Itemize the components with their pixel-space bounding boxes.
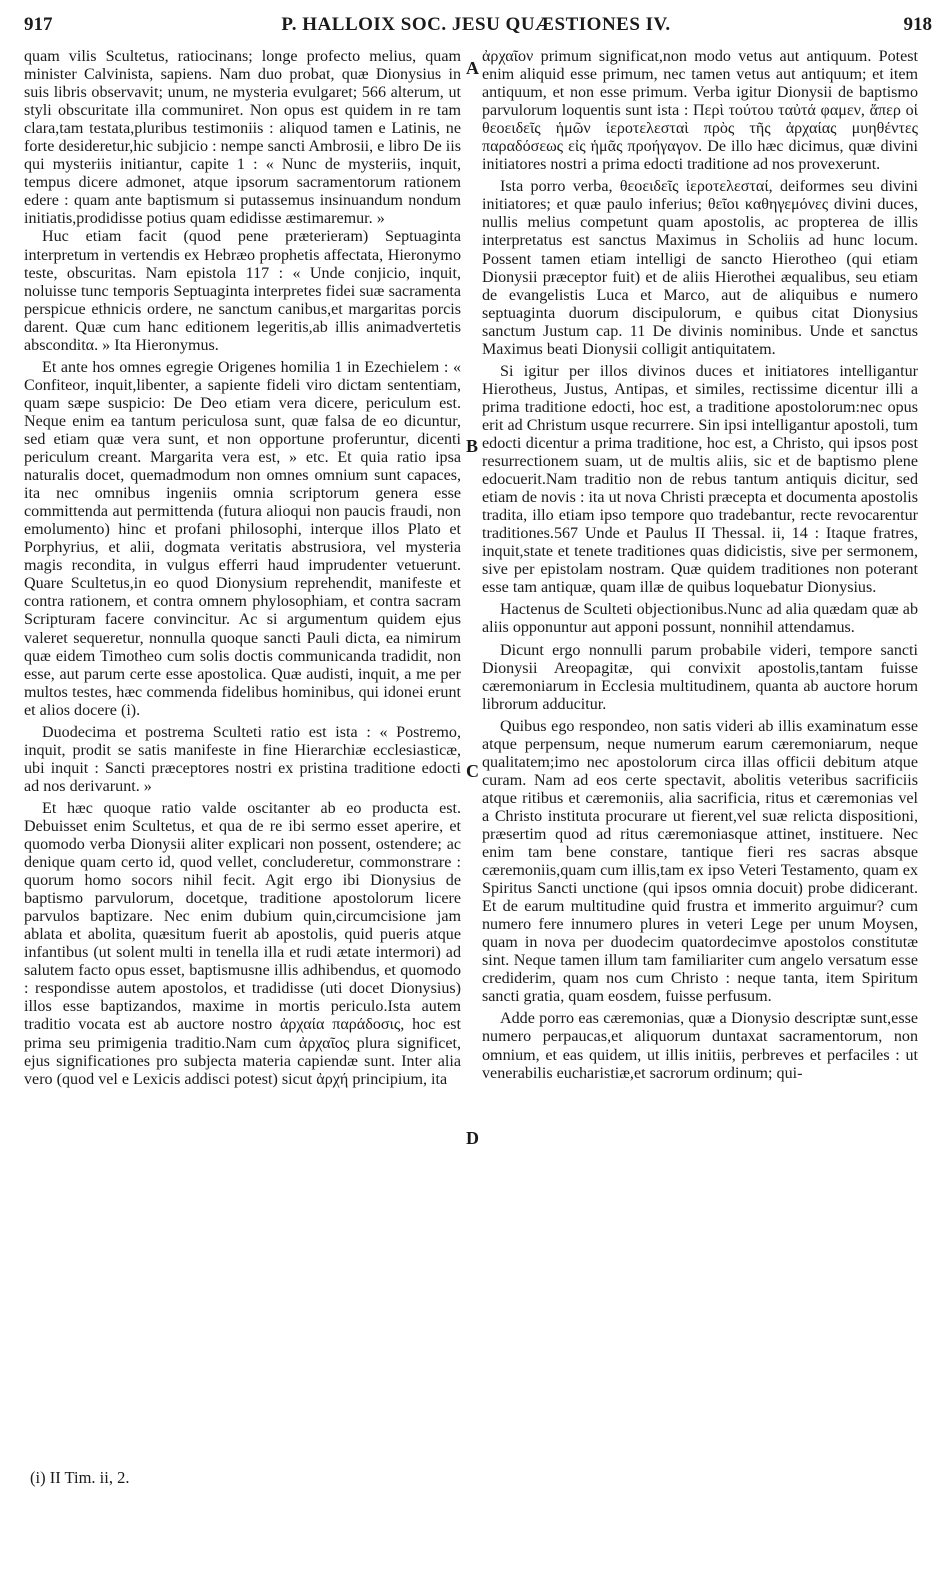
left-paragraph-4: Duodecima et postrema Sculteti ratio est ista : « Postremo, inquit, prodit se satis manifeste in fine Hierarchiæ ecclesiasticæ, ubi inquit : Sancti præceptores nostri ex pristina traditione edocti ad nos derivarunt. » [24,723,461,795]
right-paragraph-6: Quibus ego respondeo, non satis videri ab illis examinatum esse atque perpensum, neque numerum earum cæremoniarum, neque qualitatem;imo nec apostolorum circa illas officii debitum atque curam. Nam ad eos certe spectavit, abolitis veteribus sacrificiis atque ritibus et cæremoniis, alia sacrificia, ritus et cæremonias vel a Christo instituta procurare ut fierent,vel suæ relicta dispositioni, præsertim quod ad ritus cæremoniasque attinet, instituere. Nec enim tam bene constare, tantique fieri res sacras absque cæremoniis,quam cum illis,tam ex ipso Veteri Testamento, quam ex Spiritus Sancti unctione (qui ipsos omnia docuit) probe didicerant. Et de earum multitudine quid frustra et immerito arguimur? cum numero fere innumero plures in veteri Lege per unum Moysen, quam in nova per duodecim quatordecimve apostolos constitutæ sint. Neque tamen illum tam familiariter cum angelo versatum esse crediderim, quam nos cum Christo : neque tanta, item Spiritum sancti gratia, quam eosdem, fuisse perfusum. [482,717,918,1006]
left-paragraph-3: Et ante hos omnes egregie Origenes homilia 1 in Ezechielem : « Confiteor, inquit,libenter, a sapiente fideli viro dictam sententiam, quam sæpe suspicio: De Deo etiam vera dicere, periculum est. Neque enim ea tantum periculosa sunt, quæ falsa de eo dicuntur, sed etiam quæ vera sunt, et non opportune proferuntur, dicenti periculum creant. Margarita vera est, » etc. Et quia ratio ipsa naturalis docet, quemadmodum non omnes omnium sunt capaces, ita nec omnibus ingeniis omnia scriptorum genera esse committenda aut permittenda (futura alioqui non paucis fraudi, non emolumento) hinc et profani philosophi, interque illos Plato et Porphyrius, et alii, dogmata veritatis abstrusiora, vel mysteria magis recondita, in vulgus efferri haud imprudenter vetuerunt. Quare Scultetus,in eo quod Dionysium reprehendit, manifeste et contra rationem, et contra omnem phylosophiam, et contra sacram Scripturam facere convincitur. Ac si argumentum quidem ejus valeret sequeretur, nonnulla quoque sancti Pauli dicta, ea nimirum quæ eidem Timotheo cum solis doctis communicanda tradidit, non esse, aut parum certe esse apostolica. Quæ audisti, inquit, a me per multos testes, hæc commenda fidelibus hominibus, qui idonei erunt et alios docere (i). [24,358,461,719]
running-title: P. HALLOIX SOC. JESU QUÆSTIONES IV. [281,14,671,35]
right-paragraph-5: Dicunt ergo nonnulli parum probabile videri, tempore sancti Dionysii Areopagitæ, qui convixit apostolis,tantam fuisse cæremoniarum in Ecclesia multitudinem, quanta ab auctore horum librorum adducitur. [482,641,918,713]
left-paragraph-5: Et hæc quoque ratio valde oscitanter ab eo producta est. Debuisset enim Scultetus, et qua de re ibi sermo esset aperire, et quomodo verba Dionysii aliter explicari non possent, ostendere; ac denique quam certo id, quod vellet, concluderetur, commonstrare : quorum homo socors nihil fecit. Agit ergo ibi Dionysius de baptismo parvulorum, docetque, traditione apostolorum licere parvulos baptizare. Nec enim dubium quin,circumcisione jam ablata et abolita, quæsitum fuerit ab apostolis, quid pueris atque infantibus (ut solent multi in tenella illa et rudi ætate intermori) ad salutem facto opus esset, baptismusne illis adhibendus, et quomodo : respondisse autem apostolos, et tradidisse (uti docet Dionysius) illos esse baptizandos, maxime in mortis periculo.Ista autem traditio vocata est ab auctore nostro ἀρχαία παράδοσις, hoc est prima seu primigenia traditio.Nam cum ἀρχαῖος plura significet, ejus significationes pro subjecta materia capiendæ sunt. Inter alia vero (quod vel e Lexicis addisci potest) sicut ἀρχή principium, ita [24,799,461,1088]
margin-letter-d: D [466,1128,479,1148]
right-paragraph-4: Hactenus de Sculteti objectionibus.Nunc ad alia quædam quæ ab aliis opponuntur aut apponi possunt, nonnihil attendamus. [482,601,918,637]
left-paragraph-1: quam vilis Scultetus, ratiocinans; longe profecto melius, quam minister Calvinista, sapiens. Nam duo probat, quæ Dionysius in suis libris observavit; unum, ne mysteria evulgaret; 566 alterum, ut styli obscuritate illa communiret. Non opus est quidem in re tam clara,tam testata,pluribus testimoniis : aliquod tamen e Latinis, ne forte desideretur,hic subjicio : nempe sancti Ambrosii, e libro De iis qui mysteriis initiantur, capite 1 : « Nunc de mysteriis, inquit, tempus dicere admonet, atque ipsorum sacramentorum rationem edere : quam ante baptismum si putassemus insinuandum nondum initiatis,prodidisse potius quam edidisse æstimaremur. » [24,48,461,228]
left-page-number: 917 [24,14,53,35]
right-paragraph-1: ἀρχαῖον primum significat,non modo vetus aut antiquum. Potest enim aliquid esse primum, nec tamen vetus aut antiquum; et item antiquum, et non esse primum. Verba igitur Dionysii de baptismo parvulorum loquentis sunt ista : Περὶ τούτου ταὐτά φαμεν, ἅπερ οἱ θεοειδεῖς ἡμῶν ἱεροτελεσταὶ πρὸς τῆς ἀρχαίας μυηθέντες παραδόσεως εἰς ἡμᾶς προήγαγον. De illo hæc dicimus, quæ divini initiatores nostri a prima edocti traditione ad nos provexerunt. [482,48,918,174]
running-header [0,14,952,40]
right-paragraph-3: Si igitur per illos divinos duces et initiatores intelligantur Hierotheus, Justus, Antipas, et similes, rectissime dicentur illi a prima traditione edocti, hoc est, a traditione apostolorum:nec opus erit ad Christum usque recurrere. Sin ipsi intelligantur apostoli, tum edocti dicentur a prima traditione, hoc est, a Christo, qui ipsos post resurrectionem suam, ut de multis aliis, sic et de baptismo plene edocuerit.Nam traditio non de rebus tantum antiquis dicitur, sed etiam de novis : ita ut nova Christi præcepta et documenta apostolis tradita, illo etiam ipso tempore quo tradebantur, recte revocarentur traditiones.567 Unde et Paulus II Thessal. ii, 14 : Itaque fratres, inquit,state et tenete traditiones quas didicistis, sive per sermonem, sive per epistolam nostram. Quæ quidem traditiones non poterant esse tam antiquæ, quam illæ de quibus loquebatur Dionysius. [482,362,918,597]
right-column [482,48,918,1083]
left-column [24,48,461,1089]
right-paragraph-2: Ista porro verba, θεοειδεῖς ἱεροτελεσταί, deiformes seu divini initiatores; et quæ paulo inferius; θεῖοι καθηγεμόνες divini duces, nullis melius competunt quam apostolis, ac propterea de illis interpretatus est sanctus Maximus in Scholiis ad hunc locum. Possent tamen etiam intelligi de sancto Hierotheo (qui etiam Dionysii præceptor fuit) et de aliis Hierothei æqualibus, seu etiam de evangelistis Luca et Marco, aut de aliquibus e numero septuaginta duorum discipulorum, e quibus citat Dionysius sanctum Justum cap. 11 De divinis nominibus. Unde et sanctus Maximus beati Dionysii colligit antiquitatem. [482,178,918,358]
right-paragraph-7: Adde porro eas cæremonias, quæ a Dionysio descriptæ sunt,esse numero perpaucas,et aliquorum duntaxat sacramentorum, non omnium, et eas quidem, ut illis initiis, perbreves et perfaciles : ut venerabilis eucharistiæ,et sacrorum ordinum; qui- [482,1010,918,1082]
margin-letter-b: B [466,436,479,456]
right-page-number: 918 [903,14,932,35]
footnote: (i) II Tim. ii, 2. [30,1468,130,1487]
margin-letter-a: A [466,58,479,78]
margin-letter-c: C [466,761,479,781]
left-paragraph-2: Huc etiam facit (quod pene præterieram) Septuaginta interpretum in vertendis ex Hebræo prophetis affectata, Hieronymo teste, obscuritas. Nam epistola 117 : « Unde conjicio, inquit, noluisse tunc temporis Septuaginta interpretes fidei suæ sacramenta perspicue ethnicis ordere, ne sanctum canibus,et margaritas porcis darent. Quæ cum hanc editionem legeritis,ab illis animadvertetis absconditα. » Ita Hieronymus. [24,228,461,354]
